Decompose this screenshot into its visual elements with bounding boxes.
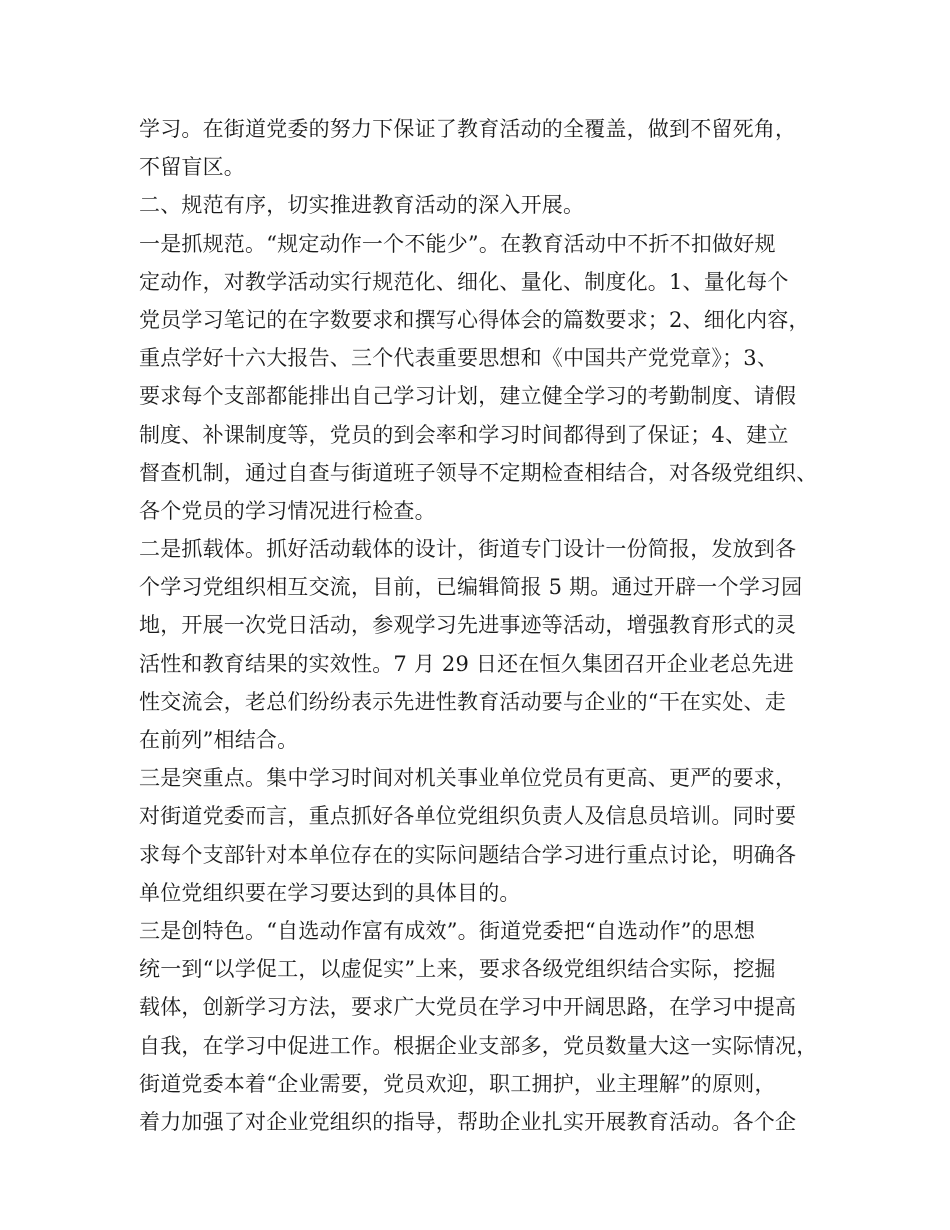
text-line: 要求每个支部都能排出自己学习计划，建立健全学习的考勤制度、请假 — [139, 384, 797, 409]
text-line: 各个党员的学习情况进行检查。 — [139, 498, 436, 523]
text-line: 求每个支部针对本单位存在的实际问题结合学习进行重点讨论，明确各 — [139, 842, 797, 867]
text-line: 个学习党组织相互交流，目前，已编辑简报 5 期。通过开辟一个学习园 — [139, 575, 803, 600]
text-line: 学习。在街道党委的努力下保证了教育活动的全覆盖，做到不留死角， — [139, 117, 797, 141]
text-line: 一是抓规范。“规定动作一个不能少”。在教育活动中不折不扣做好规 — [139, 231, 776, 256]
text-line: 定动作，对教学活动实行规范化、细化、量化、制度化。1、量化每个 — [139, 269, 789, 294]
text-line: 统一到“以学促工，以虚促实”上来，要求各级党组织结合实际，挖掘 — [139, 957, 776, 982]
text-line: 不留盲区。 — [139, 155, 245, 180]
text-line: 重点学好十六大报告、三个代表重要思想和《中国共产党党章》；3、 — [139, 346, 779, 371]
text-line: 单位党组织要在学习要达到的具体目的。 — [139, 880, 521, 905]
text-line: 载体，创新学习方法，要求广大党员在学习中开阔思路，在学习中提高 — [139, 995, 797, 1020]
document-body — [139, 110, 829, 1141]
text-line: 活性和教育结果的实效性。7 月 29 日还在恒久集团召开企业老总先进 — [139, 651, 794, 676]
text-line: 街道党委本着“企业需要，党员欢迎，职工拥护，业主理解”的原则， — [139, 1071, 776, 1096]
text-line: 自我，在学习中促进工作。根据企业支部多，党员数量大这一实际情况， — [139, 1033, 818, 1058]
text-line: 三是创特色。“自选动作富有成效”。街道党委把“自选动作”的思想 — [139, 918, 756, 943]
text-line: 二是抓载体。抓好活动载体的设计，街道专门设计一份简报，发放到各 — [139, 537, 797, 562]
text-line: 督查机制，通过自查与街道班子领导不定期检查相结合，对各级党组织、 — [139, 460, 818, 485]
text-line: 制度、补课制度等，党员的到会率和学习时间都得到了保证；4、建立 — [139, 422, 789, 447]
text-line: 地，开展一次党日活动，参观学习先进事迹等活动，增强教育形式的灵 — [139, 613, 797, 638]
text-line: 三是突重点。集中学习时间对机关事业单位党员有更高、更严的要求， — [139, 766, 797, 791]
text-line: 在前列”相结合。 — [139, 728, 299, 752]
text-line: 着力加强了对企业党组织的指导，帮助企业扎实开展教育活动。各个企 — [139, 1109, 797, 1134]
section-heading: 二、规范有序，切实推进教育活动的深入开展。 — [139, 193, 585, 218]
text-line: 党员学习笔记的在字数要求和撰写心得体会的篇数要求；2、细化内容， — [139, 307, 810, 332]
text-line: 对街道党委而言，重点抓好各单位党组织负责人及信息员培训。同时要 — [139, 804, 797, 829]
text-line: 性交流会，老总们纷纷表示先进性教育活动要与企业的“干在实处、走 — [139, 689, 786, 714]
